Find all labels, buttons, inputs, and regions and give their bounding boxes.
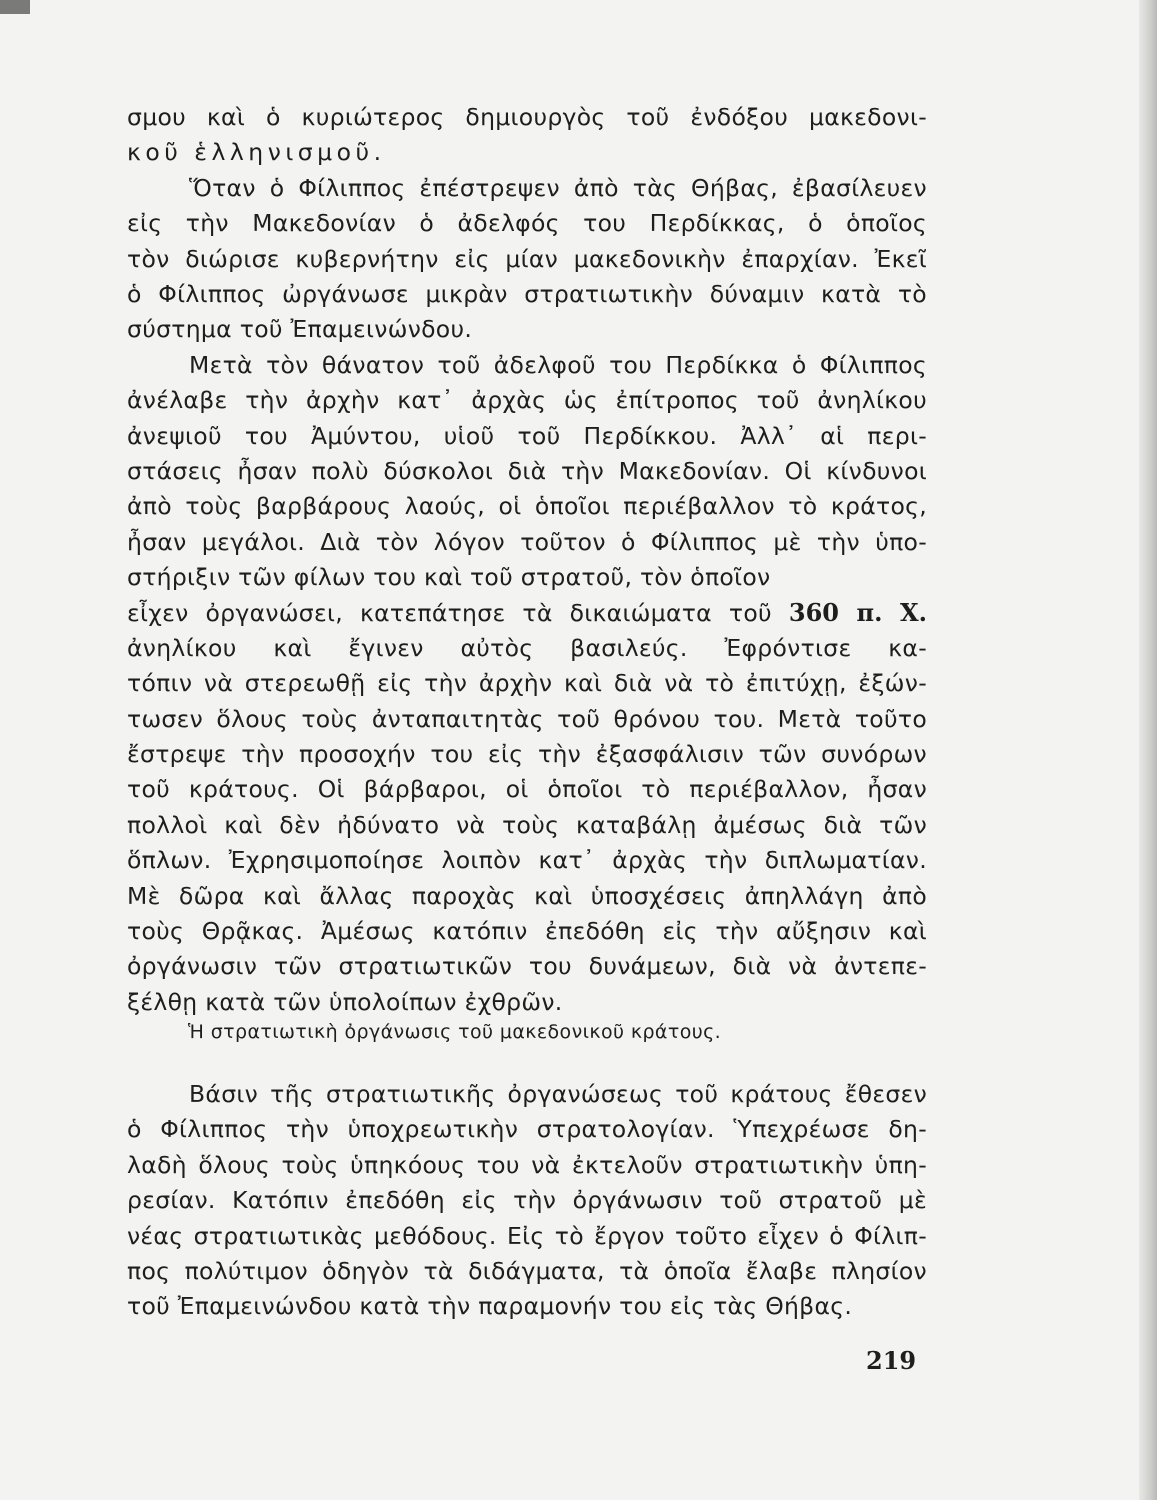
text-line: ὁ Φίλιππος ὠργάνωσε μικρὰν στρατιωτικὴν δύναμιν κατὰ τὸ <box>127 279 927 308</box>
text-line: Μὲ δῶρα καὶ ἄλλας παροχὰς καὶ ὑποσχέσεις ἀπηλλάγη ἀπὸ <box>127 881 927 910</box>
text-line: τοῦ κράτους. Οἱ βάρβαροι, οἱ ὁποῖοι τὸ περιέβαλλον, ἦσαν <box>127 775 927 804</box>
text-line: πος πολύτιμον ὁδηγὸν τὰ διδάγματα, τὰ ὁποῖα ἔλαβε πλησίον <box>127 1256 927 1285</box>
paragraph-1 <box>127 100 927 171</box>
text-line: Μετὰ τὸν θάνατον τοῦ ἀδελφοῦ του Περδίκκα ὁ Φίλιππος <box>189 350 927 379</box>
text-line: πολλοὶ καὶ δὲν ἠδύνατο νὰ τοὺς καταβάλῃ ἀμέσως διὰ τῶν <box>127 810 927 839</box>
text-line: ἀνεψιοῦ του Ἀμύντου, υἱοῦ τοῦ Περδίκκου. Ἀλλ᾿ αἱ περι- <box>127 421 927 450</box>
text-line: νέας στρατιωτικὰς μεθόδους. Εἰς τὸ ἔργον τοῦτο εἶχεν ὁ Φίλιπ- <box>127 1221 927 1250</box>
margin-date: 360 π. Χ. <box>788 598 927 628</box>
text-line: ὅπλων. Ἐχρησιμοποίησε λοιπὸν κατ᾿ ἀρχὰς τὴν διπλωματίαν. <box>127 846 927 875</box>
paragraph-3 <box>127 348 927 1020</box>
text-line: Βάσιν τῆς στρατιωτικῆς ὀργανώσεως τοῦ κράτους ἔθεσεν <box>189 1080 927 1108</box>
text-line: τὸν διώρισε κυβερνήτην εἰς μίαν μακεδονικὴν ἐπαρχίαν. Ἐκεῖ <box>127 244 927 273</box>
text-line: ξέλθῃ κατὰ τῶν ὑπολοίπων ἐχθρῶν. <box>127 987 563 1016</box>
text-line: ἀνηλίκου καὶ ἔγινεν αὐτὸς βασιλεύς. Ἐφρόντισε κα- <box>127 633 927 662</box>
text-line: ρεσίαν. Κατόπιν ἐπεδόθη εἰς τὴν ὀργάνωσιν τοῦ στρατοῦ μὲ <box>127 1186 927 1215</box>
page-edge-shadow <box>1139 0 1157 1500</box>
text-line: ὀργάνωσιν τῶν στρατιωτικῶν του δυνάμεων, διὰ νὰ ἀντεπε- <box>127 952 927 981</box>
text-line: τόπιν νὰ στερεωθῇ εἰς τὴν ἀρχὴν καὶ διὰ νὰ τὸ ἐπιτύχῃ, ἐξών- <box>127 669 927 698</box>
text-line: εἰς τὴν Μακεδονίαν ὁ ἀδελφός του Περδίκκας, ὁ ὁποῖος <box>127 209 927 238</box>
text-line: σμου καὶ ὁ κυριώτερος δημιουργὸς τοῦ ἐνδόξου μακεδονι- <box>127 103 927 131</box>
text-line: ἀνέλαβε τὴν ἀρχὴν κατ᾿ ἀρχὰς ὡς ἐπίτροπος τοῦ ἀνηλίκου <box>127 386 927 415</box>
text-line: σύστημα τοῦ Ἐπαμεινώνδου. <box>127 315 473 344</box>
text-line-with-date <box>127 595 927 630</box>
text-line: λαδὴ ὅλους τοὺς ὑπηκόους του νὰ ἐκτελοῦν στρατιωτικὴν ὑπη- <box>127 1150 927 1179</box>
text-line: στήριξιν τῶν φίλων του καὶ τοῦ στρατοῦ, τὸν ὁποῖον <box>127 563 771 592</box>
text-line: ἔστρεψε τὴν προσοχήν του εἰς τὴν ἐξασφάλισιν τῶν συνόρων <box>127 740 927 769</box>
text-line: τωσεν ὅλους τοὺς ἀνταπαιτητὰς τοῦ θρόνου του. Μετὰ τοῦτο <box>127 704 927 733</box>
paragraph-2 <box>127 171 927 348</box>
text-line: ἀπὸ τοὺς βαρβάρους λαούς, οἱ ὁποῖοι περιέβαλλον τὸ κράτος, <box>127 492 927 521</box>
scan-corner-shadow <box>0 0 30 14</box>
page-number: 219 <box>866 1346 917 1375</box>
text-line: κοῦ ἑλληνισμοῦ. <box>127 138 386 167</box>
text-line: στάσεις ἦσαν πολὺ δύσκολοι διὰ τὴν Μακεδονίαν. Οἱ κίνδυνοι <box>127 456 927 485</box>
text-line: τοὺς Θρᾷκας. Ἀμέσως κατόπιν ἐπεδόθη εἰς τὴν αὔξησιν καὶ <box>127 916 927 945</box>
text-line: ἦσαν μεγάλοι. Διὰ τὸν λόγον τοῦτον ὁ Φίλιππος μὲ τὴν ὑπο- <box>127 527 927 556</box>
text-line: Ὅταν ὁ Φίλιππος ἐπέστρεψεν ἀπὸ τὰς Θήβας, ἐβασίλευεν <box>189 173 927 202</box>
text-line: τοῦ Ἐπαμεινώνδου κατὰ τὴν παραμονήν του εἰς τὰς Θήβας. <box>127 1292 853 1321</box>
paragraph-4 <box>127 1077 927 1325</box>
text-line-content: εἶχεν ὀργανώσει, κατεπάτησε τὰ δικαιώματα τοῦ <box>127 599 772 628</box>
section-heading: Ἡ στρατιωτικὴ ὀργάνωσις τοῦ μακεδονικοῦ κράτους. <box>188 1021 722 1043</box>
text-line: ὁ Φίλιππος τὴν ὑποχρεωτικὴν στρατολογίαν. Ὑπεχρέωσε δη- <box>127 1115 927 1144</box>
text-block <box>127 100 927 1020</box>
